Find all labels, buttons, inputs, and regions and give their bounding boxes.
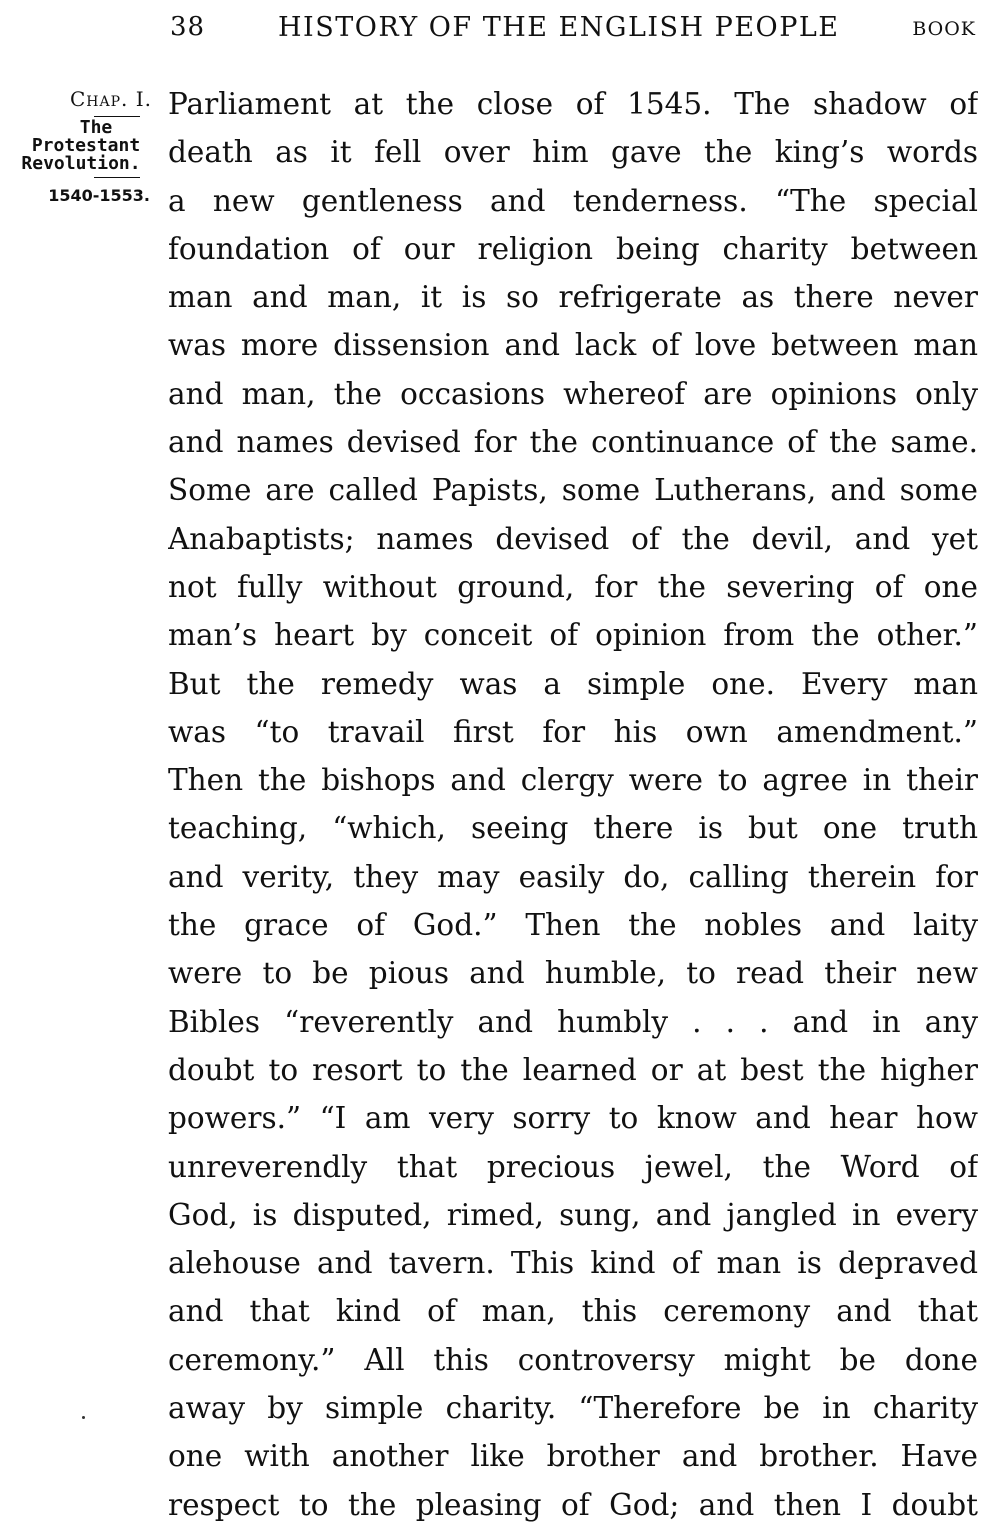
ink-speck (82, 1416, 85, 1419)
text-line: Then the bishops and clergy were to agree in their (168, 763, 978, 798)
margin-topic-line: The (79, 117, 113, 138)
text-line: not fully without ground, for the severing of one (168, 569, 978, 604)
body-text (168, 80, 978, 1529)
text-line: teaching, “which, seeing there is but one truth (168, 811, 978, 846)
text-line: foundation of our religion being charity between (168, 231, 978, 266)
text-line: and names devised for the continuance of the same. (168, 425, 978, 460)
margin-topic-line: Protestant (31, 135, 141, 156)
text-line: away by simple charity. “Therefore be in charity (168, 1391, 978, 1426)
margin-topic (16, 119, 156, 173)
text-line: and man, the occasions whereof are opinions only (168, 376, 978, 411)
text-line: one with another like brother and brother. Have (168, 1439, 978, 1474)
page-number: 38 (170, 12, 206, 42)
margin-rule (94, 177, 140, 178)
text-line: doubt to resort to the learned or at best the higher (168, 1052, 978, 1087)
text-line: was “to travail first for his own amendment.” (168, 714, 978, 749)
book-label: BOOK (912, 18, 976, 40)
text-line: was more dissension and lack of love between man (168, 328, 978, 363)
margin-topic-line: Revolution. (21, 153, 141, 174)
book-title: HISTORY OF THE ENGLISH PEOPLE (278, 12, 840, 43)
margin-notes (14, 86, 156, 208)
text-line: alehouse and tavern. This kind of man is depraved (168, 1246, 978, 1281)
text-line: man and man, it is so refrigerate as there never (168, 280, 978, 315)
text-line: God, is disputed, rimed, sung, and jangled in every (168, 1197, 978, 1232)
text-line: and verity, they may easily do, calling therein for (168, 859, 978, 894)
text-line: But the remedy was a simple one. Every man (168, 666, 978, 701)
text-line: ceremony.” All this controversy might be done (168, 1342, 978, 1377)
text-line: Parliament at the close of 1545. The shadow of (168, 87, 978, 121)
text-line: the grace of God.” Then the nobles and laity (168, 908, 978, 943)
running-head (0, 6, 1000, 46)
text-line: death as it fell over him gave the king’s words (168, 135, 978, 170)
text-line: man’s heart by conceit of opinion from the other.” (168, 618, 978, 653)
text-line: powers.” “I am very sorry to know and hear how (168, 1101, 978, 1136)
text-line: Bibles “reverently and humbly . . . and in any (168, 1004, 978, 1039)
text-line: were to be pious and humble, to read their new (168, 956, 978, 991)
chapter-label: Chap. I. (69, 87, 152, 111)
text-line: respect to the pleasing of God; and then I doubt (168, 1487, 978, 1522)
text-line: Anabaptists; names devised of the devil, and yet (168, 521, 978, 556)
text-line: Some are called Papists, some Lutherans, and some (168, 473, 978, 508)
text-line: and that kind of man, this ceremony and that (168, 1294, 978, 1329)
text-line: unreverendly that precious jewel, the Word of (168, 1149, 978, 1184)
margin-dates: 1540-1553. (48, 186, 150, 205)
text-line: a new gentleness and tenderness. “The special (168, 183, 978, 218)
